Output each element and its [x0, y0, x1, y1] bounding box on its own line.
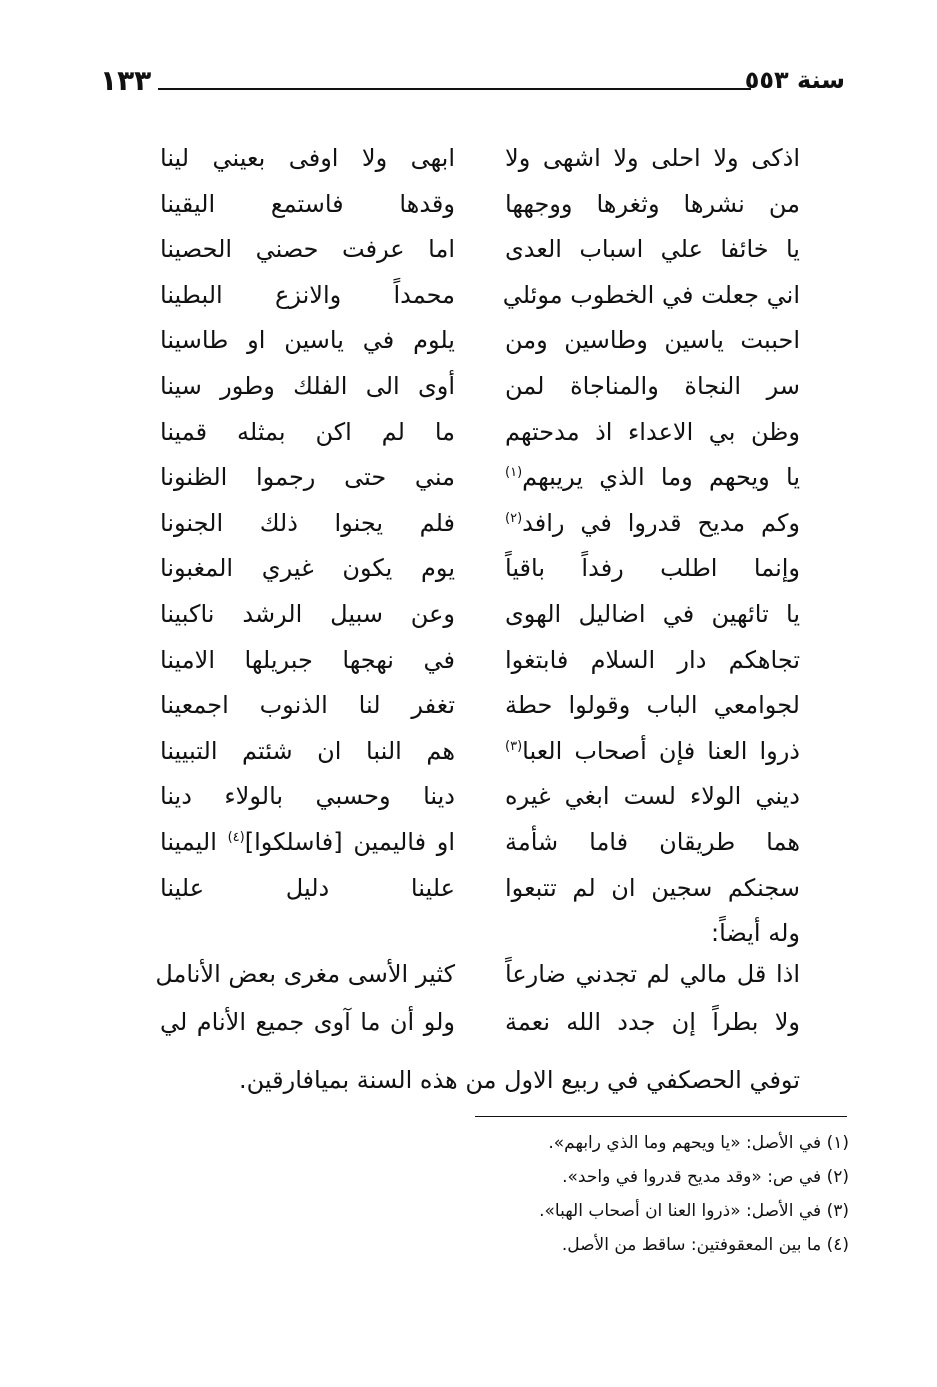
verse: [160, 410, 800, 456]
verse: [160, 820, 800, 866]
header-rule: [158, 88, 751, 90]
second-hemistich: وعن سبيل الرشد ناكبينا: [160, 599, 455, 628]
hemistich-text: او فاليمين [فاسلكوا]: [244, 827, 455, 856]
hemistich-text: اليمينا: [160, 827, 228, 856]
footnote: (١) في الأصل: «يا ويحهم وما الذي رابهم».: [548, 1133, 849, 1153]
first-hemistich: [505, 455, 800, 500]
first-hemistich: اذا قل مالي لم تجدني ضارعاً: [505, 960, 800, 988]
second-hemistich: هم النبا ان شئتم التبيينا: [160, 736, 455, 765]
footnote-ref: (١): [505, 465, 523, 481]
section-heading-row: [160, 911, 800, 957]
footnote-ref: (٤): [227, 829, 245, 845]
second-hemistich: اما عرفت حصني الحصينا: [160, 235, 455, 264]
verse: [160, 866, 800, 912]
second-hemistich: كثير الأسى مغرى بعض الأنامل: [155, 960, 455, 988]
second-hemistich: [160, 820, 455, 865]
hemistich-text: ذروا العنا فإن أصحاب العبا: [522, 736, 800, 765]
second-hemistich: وقدها فاستمع اليقينا: [160, 189, 455, 218]
footnote-ref: (٢): [505, 510, 523, 526]
verse: [160, 501, 800, 547]
first-hemistich: اني جعلت في الخطوب موئلي: [502, 280, 800, 309]
verse: [160, 136, 800, 182]
footnotes: [289, 1126, 849, 1262]
footnote: (٣) في الأصل: «ذروا العنا ان أصحاب الهبا».: [539, 1201, 849, 1221]
first-hemistich: يا خائفا علي اسباب العدى: [505, 235, 800, 264]
hemistich-text: يا ويحهم وما الذي يريبهم: [522, 463, 800, 492]
verse: [160, 683, 800, 729]
second-hemistich: محمداً والانزع البطينا: [160, 280, 455, 309]
second-hemistich: دينا وحسبي بالولاء دينا: [160, 782, 455, 811]
first-hemistich: سجنكم سجين ان لم تتبعوا: [505, 873, 800, 902]
verse: [160, 273, 800, 319]
verse: [160, 182, 800, 228]
first-hemistich: [505, 729, 800, 774]
footnote: (٤) ما بين المعقوفتين: ساقط من الأصل.: [561, 1235, 849, 1255]
first-hemistich: ديني الولاء لست ابغي غيره: [505, 782, 800, 811]
second-hemistich: ولو أن ما آوى جميع الأنام لي: [160, 1008, 455, 1036]
first-hemistich: هما طريقان فاما شأمة: [505, 827, 800, 856]
section-heading: وله أيضاً:: [711, 919, 800, 948]
footnote: (٢) في ص: «وقد مديح قدروا في واحد».: [562, 1167, 849, 1187]
first-hemistich: من نشرها وثغرها ووجهها: [505, 189, 800, 218]
footnote-rule: [475, 1116, 847, 1117]
footnote-ref: (٣): [505, 738, 523, 754]
first-hemistich: وظن بي الاعداء اذ مدحتهم: [505, 417, 800, 446]
poem: [160, 136, 800, 957]
verse: [160, 546, 800, 592]
second-hemistich: أوى الى الفلك وطور سينا: [160, 371, 455, 400]
second-hemistich: فلم يجنوا ذلك الجنونا: [160, 508, 455, 537]
second-hemistich: علينا دليل علينا: [160, 873, 455, 902]
verse: [160, 318, 800, 364]
first-hemistich: يا تائهين في اضاليل الهوى: [505, 599, 800, 628]
first-hemistich: ولا بطراً إن جدد الله نعمة: [505, 1008, 800, 1036]
first-hemistich: سر النجاة والمناجاة لمن: [505, 371, 800, 400]
verse: [160, 364, 800, 410]
verse: [160, 592, 800, 638]
second-hemistich: يلوم في ياسين او طاسينا: [160, 326, 455, 355]
verse: [160, 455, 800, 501]
second-hemistich: يوم يكون غيري المغبونا: [160, 554, 455, 583]
second-hemistich: مني حتى رجموا الظنونا: [160, 463, 455, 492]
hemistich-text: وكم مديح قدروا في رافد: [522, 508, 800, 537]
second-hemistich: في نهجها جبريلها الامينا: [160, 645, 455, 674]
verse: [160, 774, 800, 820]
first-hemistich: وإنما اطلب رفداً باقياً: [505, 554, 800, 583]
page-header: [100, 64, 845, 104]
second-poem: [155, 952, 800, 1048]
second-hemistich: ابهى ولا اوفى بعيني لينا: [160, 144, 455, 172]
first-hemistich: لجوامعي الباب وقولوا حطة: [505, 691, 800, 720]
prose-paragraph: توفي الحصكفي في ربيع الاول من هذه السنة بميافارقين.: [239, 1066, 800, 1094]
verse: [160, 729, 800, 775]
first-hemistich: [505, 501, 800, 546]
verse: [160, 227, 800, 273]
second-hemistich: تغفر لنا الذنوب اجمعينا: [160, 691, 455, 720]
first-hemistich: احببت ياسين وطاسين ومن: [505, 326, 800, 355]
verse: [160, 638, 800, 684]
running-title: سنة ٥٥٣: [744, 66, 845, 94]
page-number: ١٣٣: [100, 64, 152, 97]
second-hemistich: ما لم اكن بمثله قمينا: [160, 417, 455, 446]
verse: [155, 952, 800, 1000]
first-hemistich: اذكى ولا احلى ولا اشهى ولا: [505, 144, 800, 172]
first-hemistich: تجاهكم دار السلام فابتغوا: [505, 645, 800, 674]
verse: [160, 1000, 800, 1048]
